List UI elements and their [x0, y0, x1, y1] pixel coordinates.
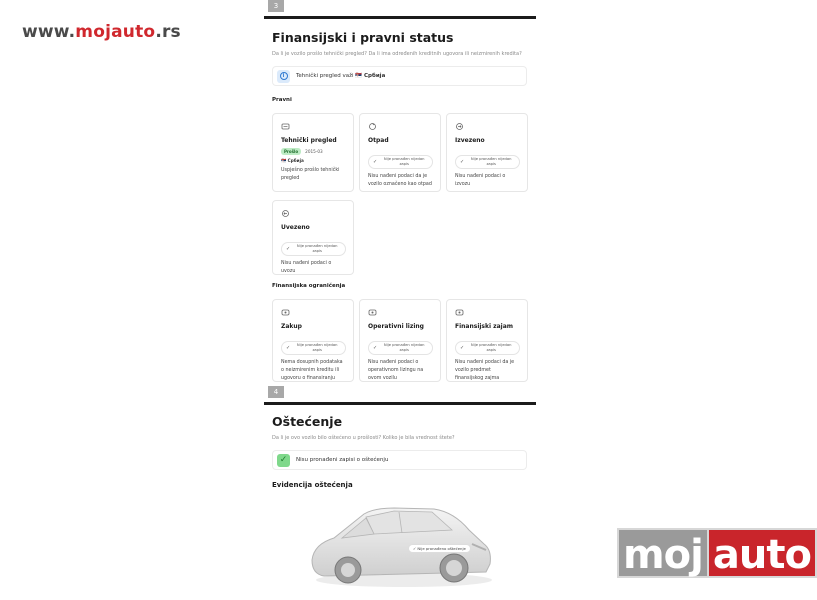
info-icon: i [277, 70, 290, 83]
card-title: Tehnički pregled [281, 137, 337, 144]
section-divider [264, 402, 536, 405]
card-title: Operativni lizing [368, 323, 424, 330]
check-small-icon: ✓ [373, 345, 378, 351]
check-small-icon: ✓ [413, 546, 418, 551]
group-label-legal: Pravni [272, 97, 292, 103]
no-damage-text: Nije pronađeno oštećenje [417, 546, 466, 551]
card-description: Nisu nađeni podaci da je vozilo predmet finansijskog zajma [455, 360, 515, 381]
card-description: Nema dosupnih podataka o neizmirenim kreditu ili ugovoru o finansiranju [281, 360, 343, 381]
card-scrap[interactable] [359, 113, 441, 192]
pill-text: Nije pronađen nijedan zapis [383, 157, 425, 166]
no-record-pill [368, 155, 433, 169]
check-small-icon: ✓ [286, 246, 291, 252]
card-lease[interactable] [272, 299, 354, 382]
pill-text: Nije pronađen nijedan zapis [296, 343, 338, 352]
card-operating-lease[interactable] [359, 299, 441, 382]
section-number-4: 4 [268, 386, 284, 398]
pill-text: Nije pronađen nijedan zapis [383, 343, 425, 352]
inspection-icon [281, 122, 290, 131]
site-logo[interactable] [22, 22, 181, 42]
section-title-legal-financial: Finansijski i pravni status [272, 30, 454, 45]
watermark-part1: moj [617, 528, 709, 578]
damage-summary [272, 450, 527, 470]
card-description: Nisu nađeni podaci o uvozu [281, 261, 332, 274]
lease-icon [281, 308, 290, 317]
no-record-pill [455, 341, 520, 355]
site-logo-prefix: www. [22, 22, 76, 42]
site-logo-brand: mojauto [75, 22, 156, 42]
site-logo-suffix: .rs [155, 22, 181, 42]
recycle-icon [368, 122, 377, 131]
check-small-icon: ✓ [460, 159, 465, 165]
card-title: Uvezeno [281, 224, 310, 231]
lease-icon [368, 308, 377, 317]
card-exported[interactable] [446, 113, 528, 192]
card-imported[interactable] [272, 200, 354, 275]
card-title: Otpad [368, 137, 389, 144]
card-title: Zakup [281, 323, 302, 330]
no-record-pill [281, 242, 346, 256]
card-technical-inspection[interactable] [272, 113, 354, 192]
card-financial-loan[interactable] [446, 299, 528, 382]
card-title: Finansijski zajam [455, 323, 514, 330]
pill-text: Nije pronađen nijedan zapis [470, 157, 512, 166]
section-divider [264, 16, 536, 19]
watermark-part2: auto [709, 528, 817, 578]
section-subtitle: Da li je ovo vozilo bilo oštećeno u prošlosti? Koliko je bila vrednost štete? [272, 435, 455, 441]
check-small-icon: ✓ [373, 159, 378, 165]
car-illustration [304, 500, 494, 590]
watermark-logo [617, 528, 811, 578]
section-number-3: 3 [268, 0, 284, 12]
country-flag-label: 🇷🇸 Србија [281, 158, 304, 163]
check-icon: ✓ [277, 454, 290, 467]
pill-text: Nije pronađen nijedan zapis [296, 244, 338, 253]
inspection-summary [272, 66, 527, 86]
check-small-icon: ✓ [286, 345, 291, 351]
inspection-date: 2015-03 [305, 149, 323, 154]
damage-summary-text: Nisu pronađeni zapisi o oštećenju [296, 457, 389, 463]
group-label-financial: Finansijska ograničenja [272, 283, 346, 289]
no-record-pill [281, 341, 346, 355]
no-record-pill [368, 341, 433, 355]
card-description: Nisu nađeni podaci o operativnom lizingu na ovom vozilu [368, 360, 424, 381]
inspection-summary-flag: 🇷🇸 Србија [355, 73, 386, 79]
export-icon [455, 122, 464, 131]
inspection-summary-text: Tehnički pregled važi [296, 73, 354, 79]
section-subtitle: Da li je vozilo prošlo tehnički pregled? Da li ima određenih kreditnih ugovora ili neizmirenih kredita? [272, 51, 522, 57]
loan-icon [455, 308, 464, 317]
card-description: Uspješno prošlo tehnički pregled [281, 168, 340, 181]
card-title: Izvezeno [455, 137, 485, 144]
section-title-damage: Oštećenje [272, 414, 343, 429]
evidence-label: Evidencija oštećenja [272, 481, 353, 489]
card-description: Nisu nađeni podaci o izvozu [455, 174, 506, 187]
pill-text: Nije pronađen nijedan zapis [470, 343, 512, 352]
card-description: Nisu nađeni podaci da je vozilo označeno kao otpad [368, 174, 432, 187]
no-damage-pill [408, 544, 471, 553]
no-record-pill [455, 155, 520, 169]
import-icon [281, 209, 290, 218]
check-small-icon: ✓ [460, 345, 465, 351]
status-badge: Prošlo [281, 148, 301, 155]
